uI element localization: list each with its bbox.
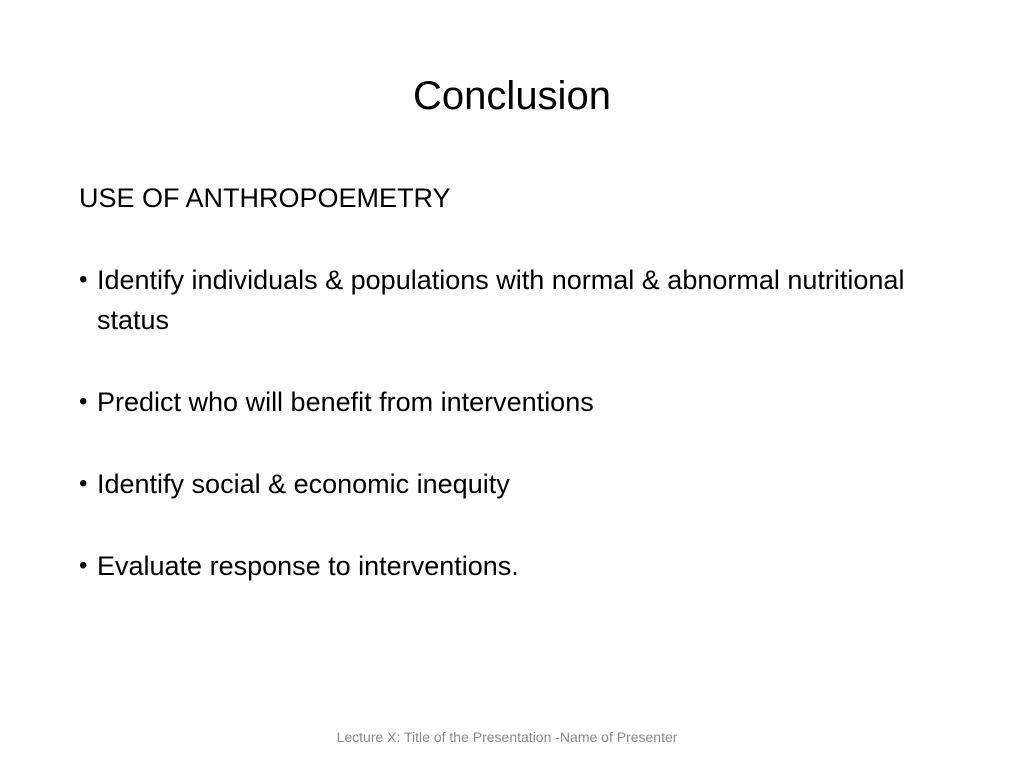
slide-content — [79, 178, 959, 586]
bullet-item: • Evaluate response to interventions. — [79, 546, 959, 586]
bullet-item: • Identify individuals & populations with normal & abnormal nutritional status — [79, 260, 959, 340]
section-heading: USE OF ANTHROPOEMETRY — [79, 183, 451, 213]
bullet-item: • Predict who will benefit from interventions — [79, 382, 959, 422]
slide-footer: Lecture X: Title of the Presentation -Name of Presenter — [336, 729, 678, 745]
slide-title: Conclusion — [413, 74, 611, 118]
bullet-list — [79, 260, 959, 586]
bullet-item: • Identify social & economic inequity — [79, 464, 959, 504]
